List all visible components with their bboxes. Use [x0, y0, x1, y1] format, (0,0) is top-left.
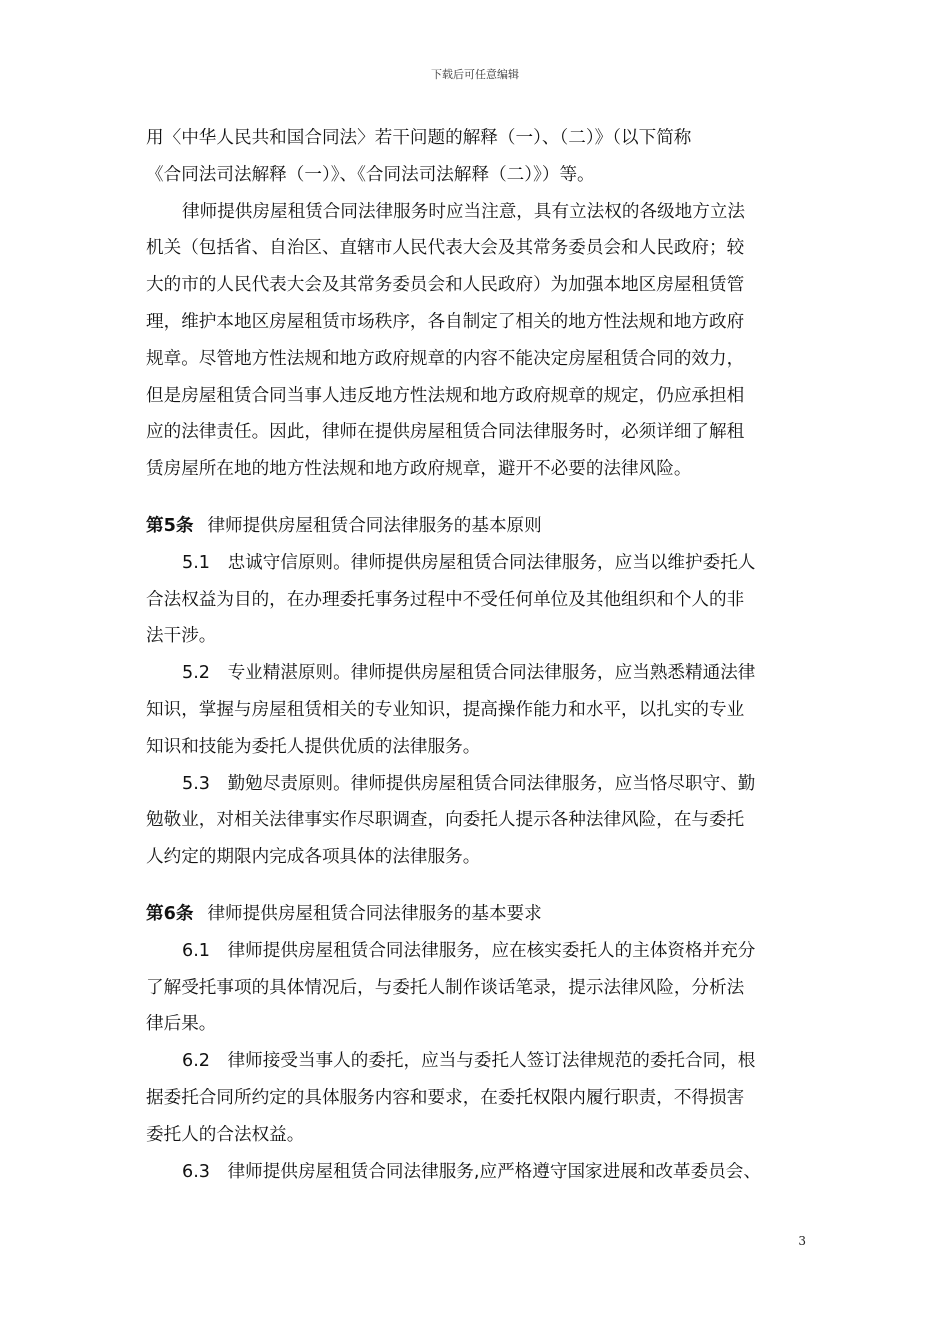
page-number: 3: [798, 1234, 806, 1248]
text-line: 法干涉。: [146, 626, 217, 647]
text-line: 了解受托事项的具体情况后，与委托人制作谈话笔录，提示法律风险，分析法: [146, 977, 745, 998]
text-line: 5.2 专业精湛原则。律师提供房屋租赁合同法律服务，应当熟悉精通法律: [182, 663, 756, 684]
text-line: 据委托合同所约定的具体服务内容和要求，在委托权限内履行职责，不得损害: [146, 1087, 745, 1108]
text-line: 用〈中华人民共和国合同法〉若干问题的解释（一）、（二）》（以下简称: [146, 128, 692, 148]
text-line: 委托人的合法权益。: [146, 1124, 305, 1145]
section-6-heading: [146, 896, 806, 933]
text-line: 规章。尽管地方性法规和地方政府规章的内容不能决定房屋租赁合同的效力，: [146, 348, 745, 369]
section-title: 律师提供房屋租赁合同法律服务的基本要求: [207, 903, 542, 924]
text-line: 勉敬业，对相关法律事实作尽职调查，向委托人提示各种法律风险，在与委托: [146, 810, 745, 831]
text-line: 应的法律责任。因此，律师在提供房屋租赁合同法律服务时，必须详细了解租: [146, 422, 745, 443]
text-line: 人约定的期限内完成各项具体的法律服务。: [146, 847, 481, 868]
text-line: 大的市的人民代表大会及其常务委员会和人民政府）为加强本地区房屋租赁管: [146, 275, 745, 296]
text-line: 《合同法司法解释（一）》、《合同法司法解释（二）》）等。: [146, 164, 595, 185]
text-line: 合法权益为目的，在办理委托事务过程中不受任何单位及其他组织和个人的非: [146, 589, 745, 610]
text-line: 机关（包括省、自治区、直辖市人民代表大会及其常务委员会和人民政府；较: [146, 238, 745, 259]
section-title: 律师提供房屋租赁合同法律服务的基本原则: [207, 515, 542, 536]
section-number: 第6条: [146, 903, 194, 924]
text-line: 知识和技能为委托人提供优质的法律服务。: [146, 736, 481, 757]
text-line: 6.3 律师提供房屋租赁合同法律服务,应严格遵守国家进展和改革委员会、: [182, 1161, 761, 1182]
text-line: 赁房屋所在地的地方性法规和地方政府规章，避开不必要的法律风险。: [146, 459, 692, 480]
text-line: 律后果。: [146, 1014, 217, 1035]
section-number: 第5条: [146, 515, 194, 536]
text-line: 理，维护本地区房屋租赁市场秩序，各自制定了相关的地方性法规和地方政府: [146, 311, 745, 332]
text-line: 律师提供房屋租赁合同法律服务时应当注意，具有立法权的各级地方立法: [182, 201, 746, 222]
document-body: [146, 120, 806, 1190]
text-line: 6.1 律师提供房屋租赁合同法律服务，应在核实委托人的主体资格并充分: [182, 940, 756, 961]
text-line: 5.3 勤勉尽责原则。律师提供房屋租赁合同法律服务，应当恪尽职守、勤: [182, 773, 756, 794]
section-5-heading: [146, 508, 806, 545]
text-line: 6.2 律师接受当事人的委托，应当与委托人签订法律规范的委托合同，根: [182, 1051, 756, 1072]
text-line: 知识，掌握与房屋租赁相关的专业知识，提高操作能力和水平，以扎实的专业: [146, 699, 745, 720]
text-line: 但是房屋租赁合同当事人违反地方性法规和地方政府规章的规定，仍应承担相: [146, 385, 745, 406]
text-line: 5.1 忠诚守信原则。律师提供房屋租赁合同法律服务，应当以维护委托人: [182, 552, 756, 573]
page-header: 下载后可任意编辑: [431, 68, 519, 81]
